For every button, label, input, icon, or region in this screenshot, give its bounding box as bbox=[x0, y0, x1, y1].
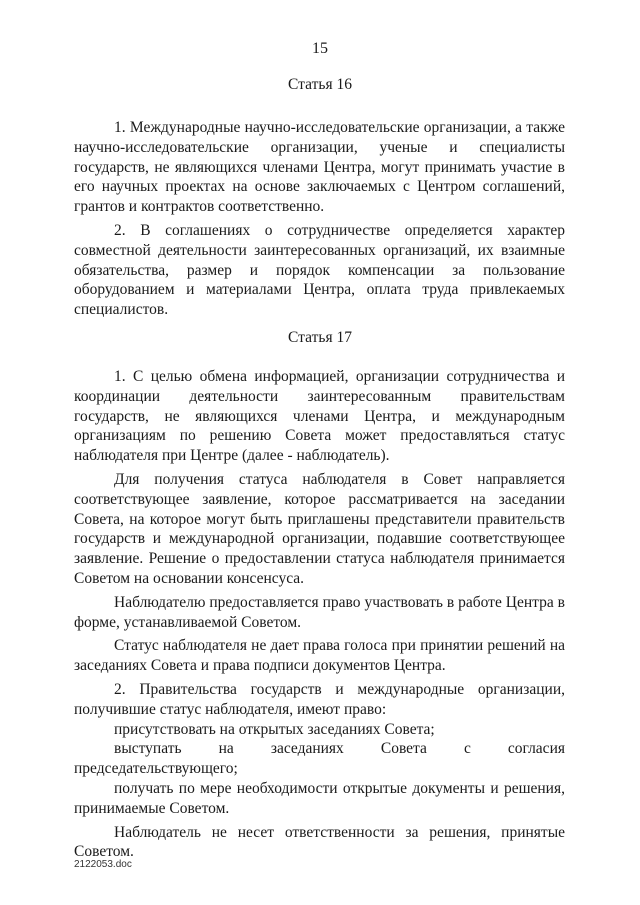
article-17-paragraph-4: Статус наблюдателя не дает права голоса при принятии решений на заседаниях Совета и права подписи документов Центра. bbox=[74, 637, 565, 675]
article-17-heading: Статья 17 bbox=[288, 329, 352, 346]
article-17-paragraph-3: Наблюдателю предоставляется право участвовать в работе Центра в форме, устанавливаемой Советом. bbox=[74, 593, 565, 631]
page-number: 15 bbox=[312, 40, 328, 57]
article-16-heading: Статья 16 bbox=[288, 76, 352, 93]
article-17-body bbox=[74, 367, 565, 862]
article-17-paragraph-5: 2. Правительства государств и международные организации, получившие статус наблюдателя, имеют право: bbox=[74, 680, 565, 718]
article-17-paragraph-2: Для получения статуса наблюдателя в Совет направляется соответствующее заявление, которое рассматривается на заседании Совета, на которое могут быть приглашены представители правительств государств и международной организации, подавшие соответствующее заявление. Решение о предоставлении статуса наблюдателя принимается Советом на основании консенсуса. bbox=[74, 470, 565, 587]
observer-right-2: выступать на заседаниях Совета с согласия председательствующего; bbox=[74, 740, 565, 778]
article-17-paragraph-1: 1. С целью обмена информацией, организации сотрудничества и координации деятельности заинтересованным правительствам государств, не являющихся членами Центра, и международным организациям по решению Совета может предоставляться статус наблюдателя при Центре (далее - наблюдатель). bbox=[74, 368, 565, 465]
observer-right-1: присутствовать на открытых заседаниях Совета; bbox=[114, 720, 435, 738]
article-17-paragraph-9: Наблюдатель не несет ответственности за решения, принятые Советом. bbox=[74, 823, 565, 861]
footer-filename: 2122053.doc bbox=[74, 859, 132, 870]
observer-right-3: получать по мере необходимости открытые документы и решения, принимаемые Советом. bbox=[74, 779, 565, 817]
article-16-paragraph-1: 1. Международные научно-исследовательские организации, а также научно-исследовательские организации, ученые и специалисты государств, не являющихся членами Центра, могут принимать участие в его научных проектах на основе заключаемых с Центром соглашений, грантов и контрактов соответственно. bbox=[74, 119, 565, 216]
article-16-body bbox=[74, 118, 565, 320]
article-16-paragraph-2: 2. В соглашениях о сотрудничестве определяется характер совместной деятельности заинтересованных организаций, их взаимные обязательства, размер и порядок компенсации за пользование оборудованием и материалами Центра, оплата труда привлекаемых специалистов. bbox=[74, 221, 565, 319]
